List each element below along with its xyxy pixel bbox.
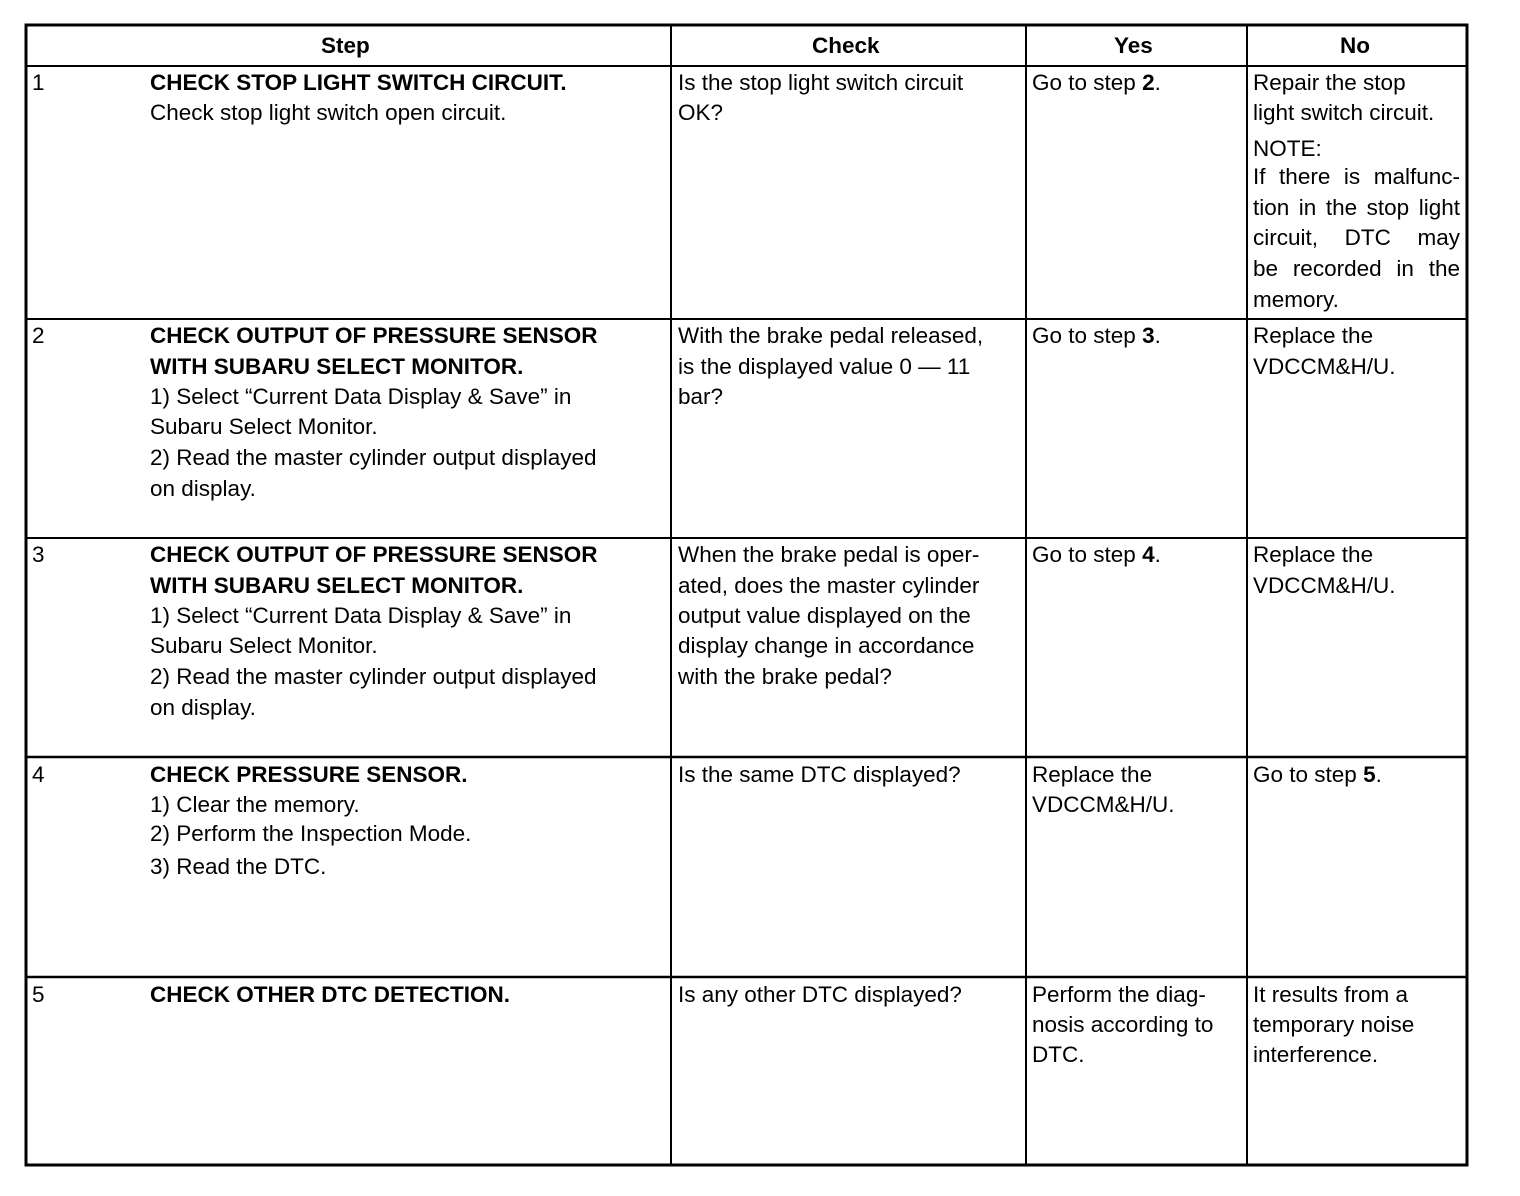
note-line: memory. [1253, 287, 1339, 312]
step-number: 5 [32, 982, 45, 1007]
check-text-line: bar? [678, 384, 724, 409]
header-check: Check [812, 33, 880, 58]
no-action-line: VDCCM&H/U. [1253, 573, 1396, 598]
yes-action-line: Replace the [1032, 762, 1153, 787]
yes-action-suffix: . [1154, 542, 1161, 567]
yes-action-line: VDCCM&H/U. [1032, 792, 1175, 817]
yes-action [1032, 540, 1161, 570]
no-action-line: temporary noise [1253, 1012, 1415, 1037]
check-text-line: Is any other DTC displayed? [678, 982, 962, 1007]
step-detail-line: Check stop light switch open circuit. [150, 100, 507, 125]
check-text-line: Is the stop light switch circuit [678, 70, 964, 95]
check-text-line: When the brake pedal is oper- [678, 542, 980, 567]
no-action-line: Repair the stop [1253, 70, 1406, 95]
yes-action [1032, 321, 1161, 351]
step-detail-line: 3) Read the DTC. [150, 854, 327, 879]
note-line: If there is malfunc- [1253, 164, 1460, 189]
header-yes: Yes [1114, 33, 1153, 58]
note-line: circuit, DTC may [1253, 225, 1460, 250]
check-text-line: display change in accordance [678, 633, 975, 658]
step-detail-line: 2) Perform the Inspection Mode. [150, 821, 472, 846]
step-title-line: CHECK OUTPUT OF PRESSURE SENSOR [150, 542, 598, 567]
no-action-line: interference. [1253, 1042, 1379, 1067]
step-detail-line: Subaru Select Monitor. [150, 414, 378, 439]
yes-action-line: DTC. [1032, 1042, 1085, 1067]
step-number: 2 [32, 323, 45, 348]
step-detail-line: on display. [150, 695, 256, 720]
check-text-line: with the brake pedal? [678, 664, 892, 689]
step-number: 1 [32, 70, 45, 95]
no-action-suffix: . [1375, 762, 1382, 787]
no-action-prefix: Go to step [1253, 762, 1364, 787]
yes-action-suffix: . [1154, 70, 1161, 95]
note-line: be recorded in the [1253, 256, 1460, 281]
step-detail-line: on display. [150, 476, 256, 501]
no-action [1253, 760, 1382, 790]
note-line: tion in the stop light [1253, 195, 1460, 220]
no-action-line: Replace the [1253, 323, 1374, 348]
check-text-line: OK? [678, 100, 724, 125]
step-detail-line: 2) Read the master cylinder output displayed [150, 664, 597, 689]
yes-step-ref: 2 [1142, 70, 1155, 95]
yes-step-ref: 3 [1142, 323, 1155, 348]
step-detail-line: 1) Select “Current Data Display & Save” in [150, 603, 572, 628]
no-step-ref: 5 [1363, 762, 1376, 787]
check-text-line: is the displayed value 0 — 11 [678, 354, 971, 379]
yes-action-prefix: Go to step [1032, 323, 1143, 348]
yes-action-prefix: Go to step [1032, 542, 1143, 567]
step-detail-line: 2) Read the master cylinder output displayed [150, 445, 597, 470]
step-detail-line: Subaru Select Monitor. [150, 633, 378, 658]
step-number: 3 [32, 542, 45, 567]
no-action-line: It results from a [1253, 982, 1409, 1007]
check-text-line: ated, does the master cylinder [678, 573, 980, 598]
no-action-line: VDCCM&H/U. [1253, 354, 1396, 379]
header-step: Step [321, 33, 370, 58]
yes-action-prefix: Go to step [1032, 70, 1143, 95]
no-action-line: Replace the [1253, 542, 1374, 567]
step-title: CHECK PRESSURE SENSOR. [150, 762, 468, 787]
check-text-line: output value displayed on the [678, 603, 971, 628]
yes-action-suffix: . [1154, 323, 1161, 348]
yes-step-ref: 4 [1142, 542, 1155, 567]
no-action-line: light switch circuit. [1253, 100, 1435, 125]
step-detail-line: 1) Select “Current Data Display & Save” in [150, 384, 572, 409]
yes-action-line: nosis according to [1032, 1012, 1214, 1037]
step-number: 4 [32, 762, 45, 787]
step-detail-line: 1) Clear the memory. [150, 792, 360, 817]
step-title: CHECK OTHER DTC DETECTION. [150, 982, 510, 1007]
check-text-line: Is the same DTC displayed? [678, 762, 961, 787]
check-text-line: With the brake pedal released, [678, 323, 984, 348]
yes-action-line: Perform the diag- [1032, 982, 1206, 1007]
yes-action [1032, 68, 1161, 98]
note-label: NOTE: [1253, 136, 1322, 161]
step-title-line: WITH SUBARU SELECT MONITOR. [150, 573, 524, 598]
step-title-line: CHECK OUTPUT OF PRESSURE SENSOR [150, 323, 598, 348]
step-title-line: WITH SUBARU SELECT MONITOR. [150, 354, 524, 379]
step-title: CHECK STOP LIGHT SWITCH CIRCUIT. [150, 70, 567, 95]
header-no: No [1340, 33, 1370, 58]
